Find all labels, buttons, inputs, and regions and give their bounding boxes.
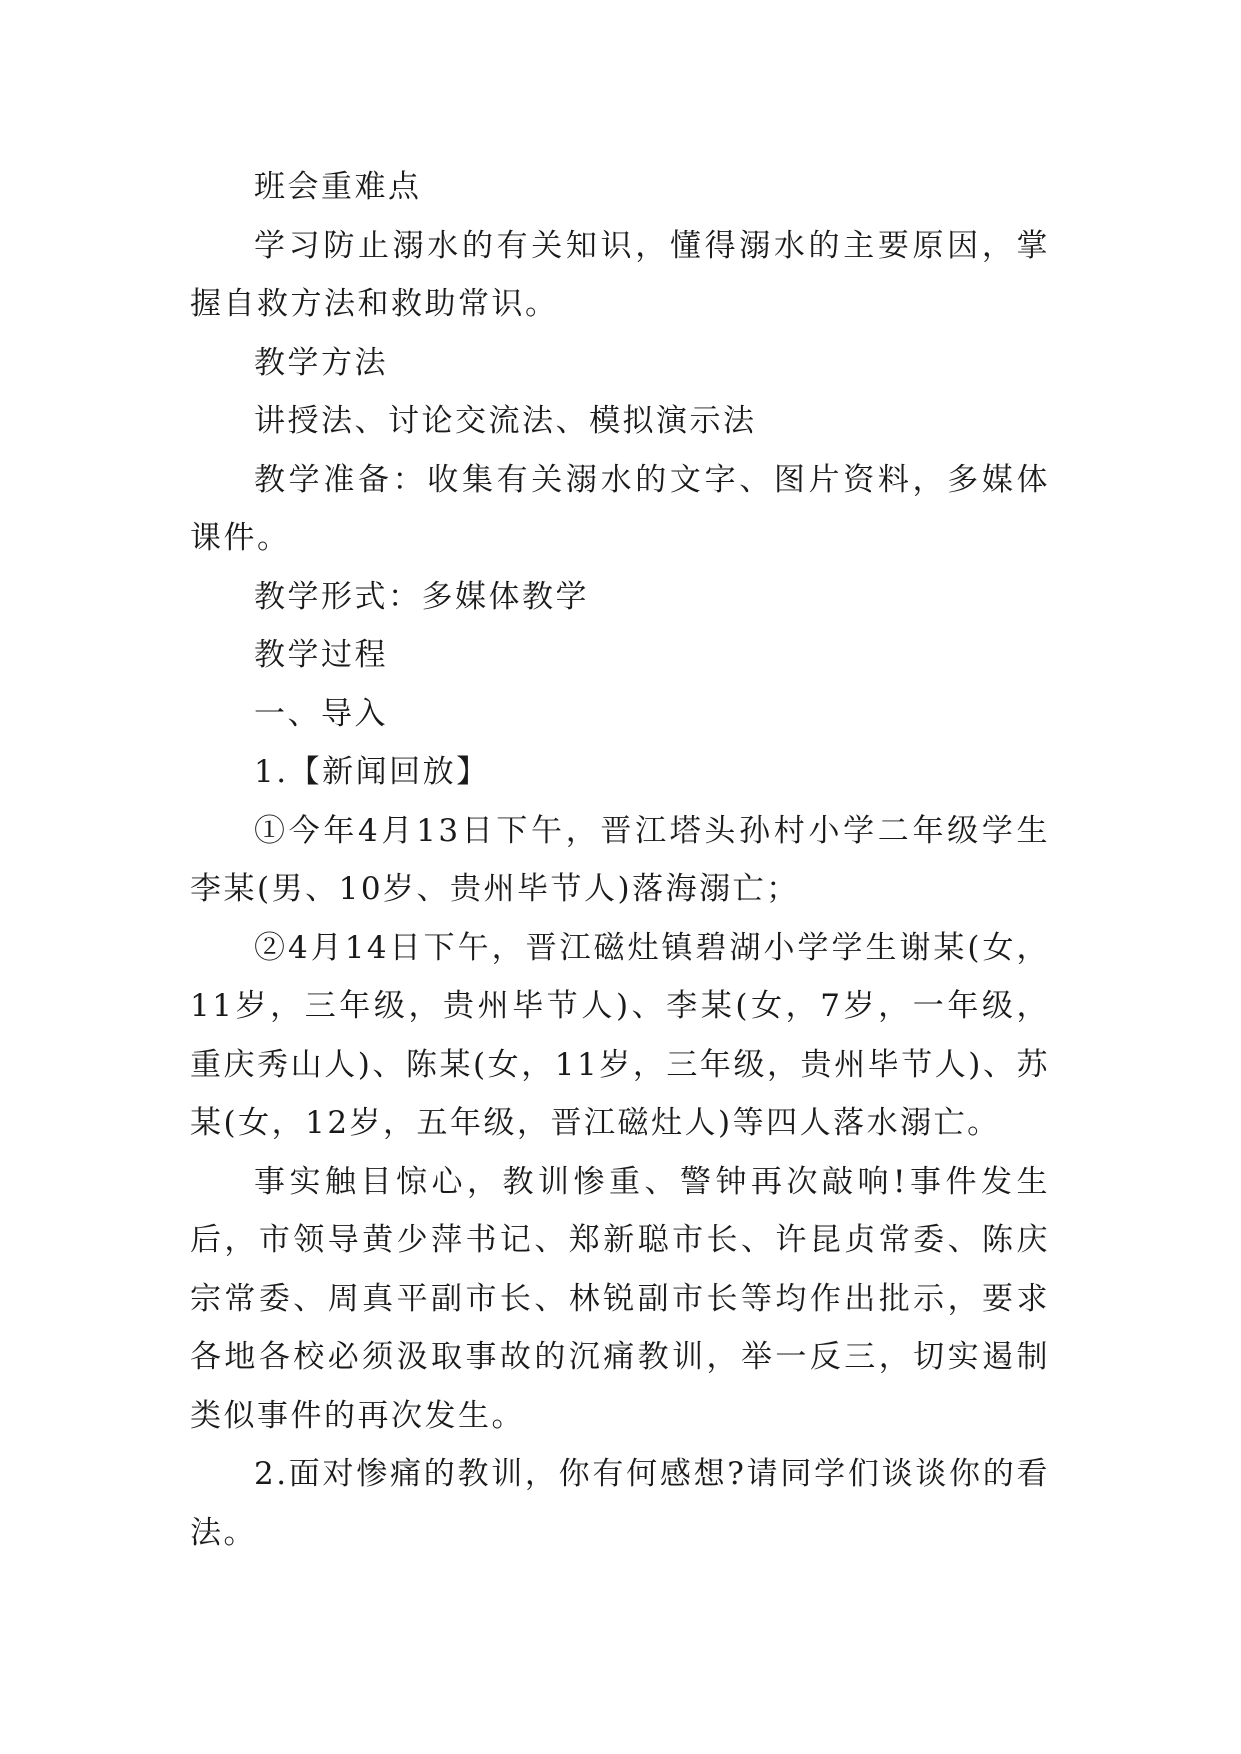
paragraph-format: 教学形式：多媒体教学 [254,578,589,615]
section-heading-intro: 一、导入 [254,695,388,732]
paragraph-discussion: 2.面对惨痛的教训，你有何感想?请同学们谈谈你的看法。 [190,1456,1050,1551]
subheading-news-review: 1.【新闻回放】 [254,754,490,790]
paragraph-lesson: 事实触目惊心，教训惨重、警钟再次敲响!事件发生后，市领导黄少萍书记、郑新聪市长、许昆贞常委、陈庆宗常委、周真平副市长、林锐副市长等均作出批示，要求各地各校必须汲取事故的沉痛教训，举一反三，切实遏制类似事件的再次发生。 [190,1163,1050,1434]
document-body [190,158,1050,1562]
paragraph-difficulties: 学习防止溺水的有关知识，懂得溺水的主要原因，掌握自救方法和救助常识。 [190,227,1050,322]
paragraph-methods: 讲授法、讨论交流法、模拟演示法 [254,403,757,439]
paragraph-preparation: 教学准备：收集有关溺水的文字、图片资料，多媒体课件。 [190,461,1050,556]
paragraph-news-item-2: ②4月14日下午，晋江磁灶镇碧湖小学学生谢某(女，11岁，三年级，贵州毕节人)、李某(女，7岁，一年级，重庆秀山人)、陈某(女，11岁，三年级，贵州毕节人)、苏某(女，12岁，五年级，晋江磁灶人)等四人落水溺亡。 [190,929,1050,1141]
section-heading-methods: 教学方法 [254,344,388,381]
section-heading-process: 教学过程 [254,637,388,673]
paragraph-news-item-1: ①今年4月13日下午，晋江塔头孙村小学二年级学生李某(男、10岁、贵州毕节人)落海溺亡； [190,812,1050,907]
section-heading-difficulties: 班会重难点 [254,169,422,205]
